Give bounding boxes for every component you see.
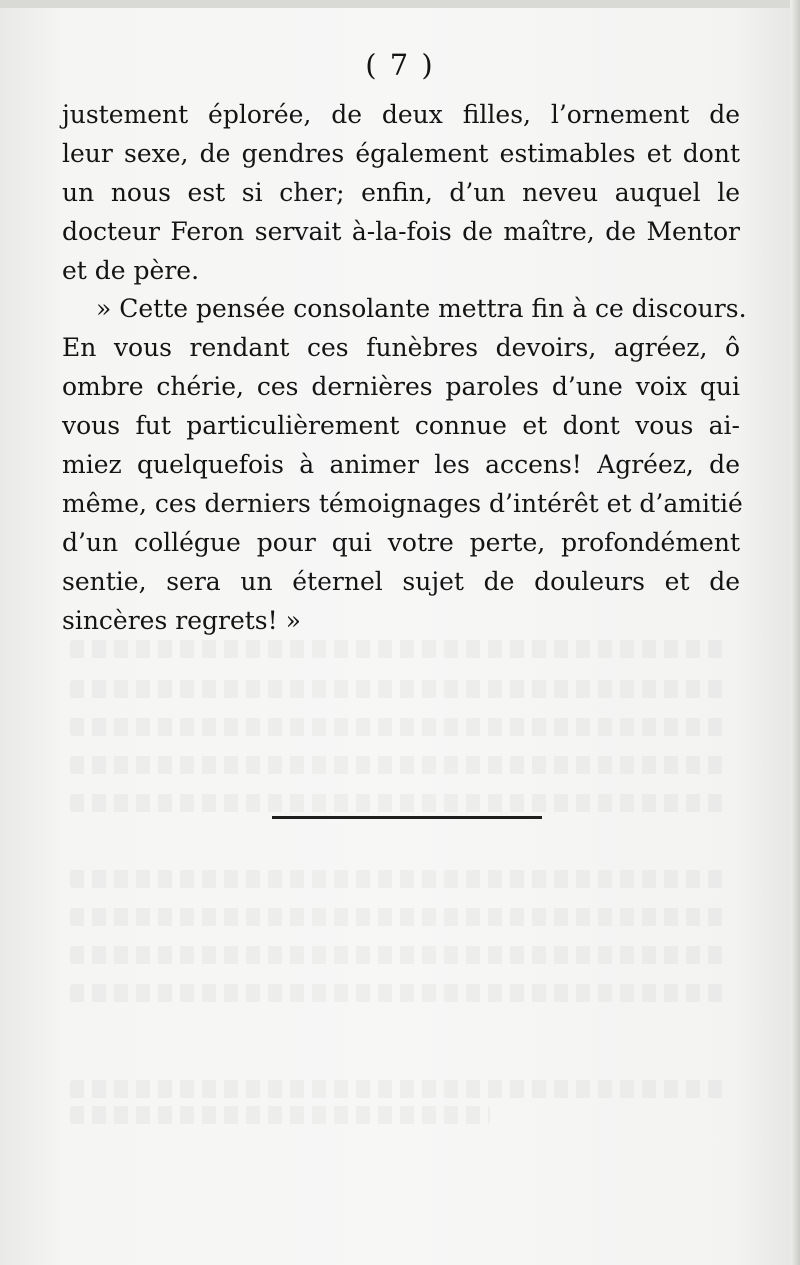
show-through-line [70,908,730,926]
text-line: miez quelquefois à animer les accens! Agréez, de [62,450,740,480]
text-line: sentie, sera un éternel sujet de douleurs et de [62,566,740,596]
show-through-line [70,756,730,774]
text-line: leur sexe, de gendres également estimables et dont [62,138,740,168]
text-line: un nous est si cher; enfin, d’un neveu auquel le [62,177,740,207]
body-text [62,96,747,640]
text-line: justement éplorée, de deux filles, l’ornement de [62,100,740,129]
show-through-line [70,640,730,658]
show-through-line [70,870,730,888]
text-line: sincères regrets! » [62,605,301,635]
text-line: vous fut particulièrement connue et dont vous ai- [62,411,740,441]
show-through-line [70,984,730,1002]
section-divider-rule [272,816,542,819]
text-line: et de père. [62,255,200,285]
text-line: ombre chérie, ces dernières paroles d’une voix qui [62,372,740,402]
show-through-line [70,794,730,812]
page-right-edge [790,0,800,1265]
show-through-line [70,680,730,698]
show-through-line [70,1106,490,1124]
text-line: d’un collégue pour qui votre perte, profondément [62,527,740,557]
show-through-line [70,946,730,964]
text-line: même, ces derniers témoignages d’intérêt et d’amitié [62,488,743,518]
page-number: ( 7 ) [365,48,435,82]
text-line: docteur Feron servait à-la-fois de maître, de Mentor [62,216,740,246]
show-through-line [70,1080,730,1098]
text-line: En vous rendant ces funèbres devoirs, agréez, ô [62,333,740,363]
paragraph-start-line: » Cette pensée consolante mettra fin à ce discours. [96,294,747,324]
page-top-edge [0,0,800,8]
show-through-line [70,718,730,736]
